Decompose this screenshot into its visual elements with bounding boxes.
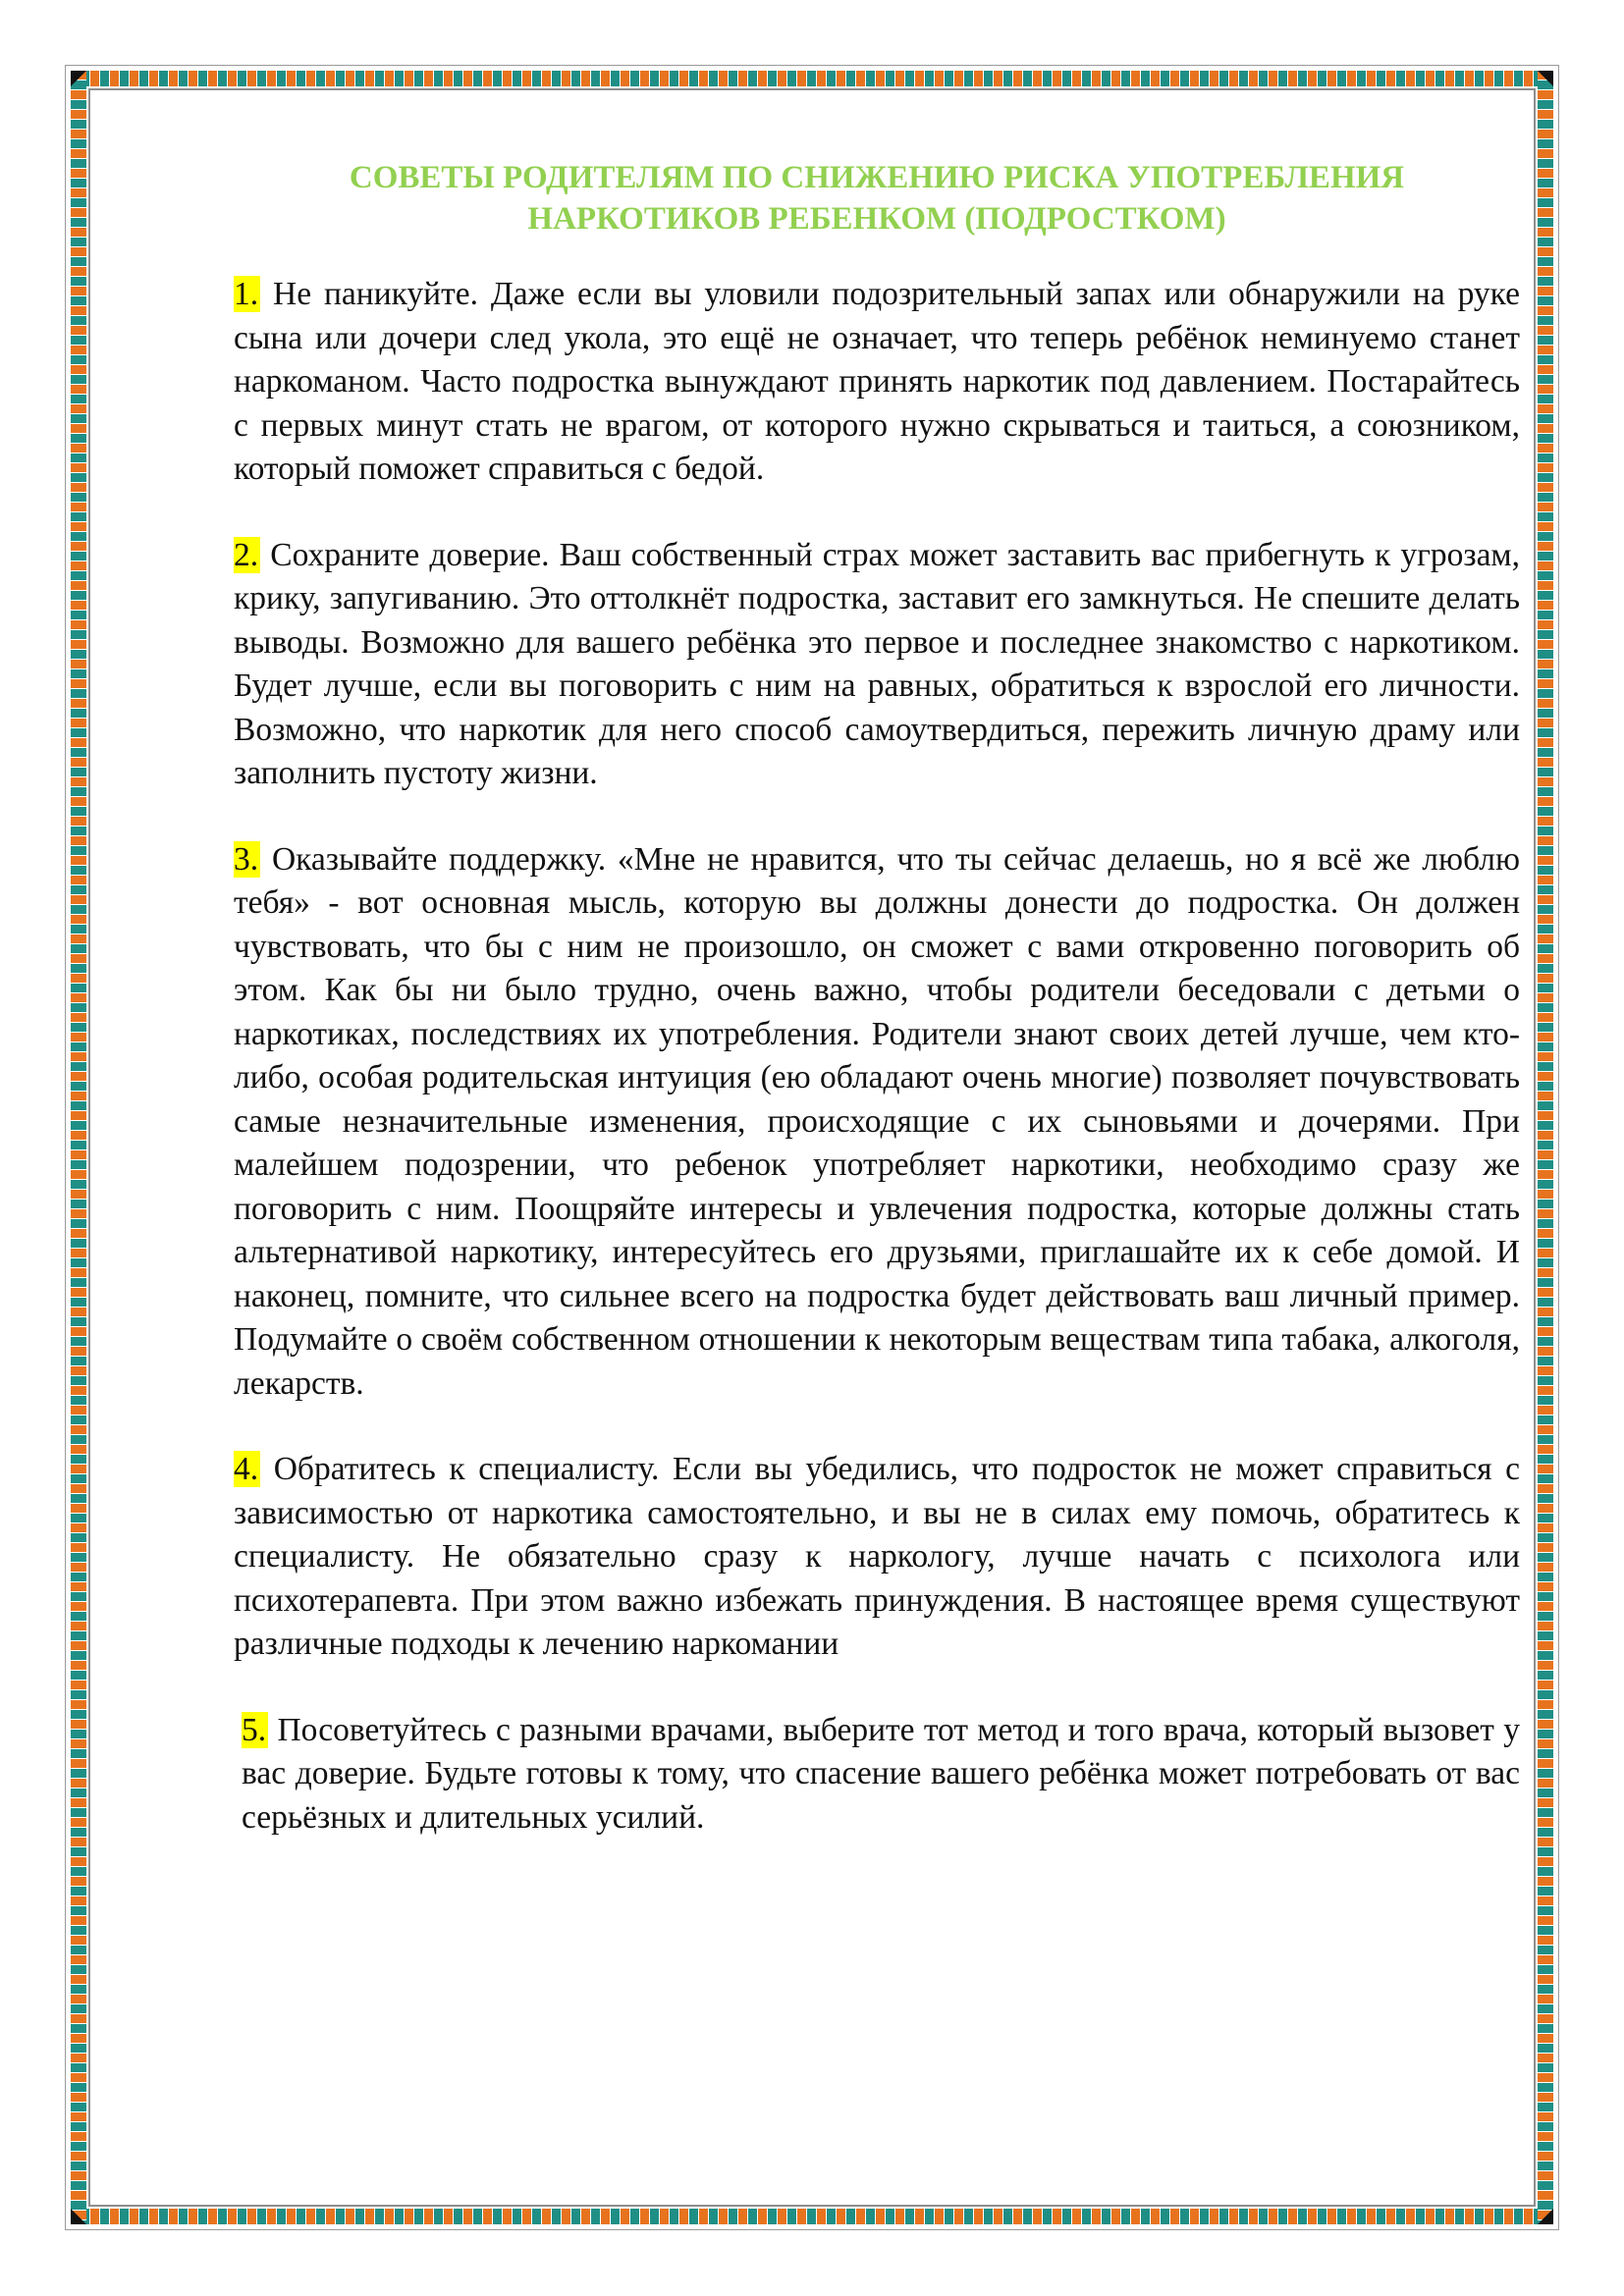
title-line-2: НАРКОТИКОВ РЕБЕНКОМ (ПОДРОСТКОМ): [527, 201, 1226, 237]
decorative-border-top: [71, 71, 1553, 86]
tip-paragraph-4: [234, 1448, 1520, 1667]
tip-text-1: Не паникуйте. Даже если вы уловили подозрительный запах или обнаружили на руке сына или дочери след укола, это ещё не означает, что теперь ребёнок неминуемо станет наркоманом. Часто подростка вынуждают принять наркотик под давлением. Постарайтесь с первых минут стать не врагом, от которого нужно скрываться и таиться, а союзником, который поможет справиться с бедой.: [234, 276, 1520, 487]
tip-paragraph-5: [234, 1709, 1520, 1841]
border-corner-top-right: [1538, 71, 1553, 86]
document-title: [234, 157, 1520, 240]
decorative-border-bottom: [71, 2209, 1553, 2224]
decorative-border-right: [1538, 71, 1553, 2224]
document-content: [234, 157, 1520, 1882]
tip-text-4: Обратитесь к специалисту. Если вы убедились, что подросток не может справиться с зависимостью от наркотика самостоятельно, и вы не в силах ему помочь, обратитесь к специалисту. Не обязательно сразу к наркологу, лучше начать с психолога или психотерапевта. При этом важно избежать принуждения. В настоящее время существуют различные подходы к лечению наркомании: [234, 1451, 1520, 1662]
tip-number-1: 1.: [234, 276, 259, 312]
tip-number-5: 5.: [242, 1711, 267, 1748]
tip-number-3: 3.: [234, 840, 259, 878]
border-corner-bottom-right: [1538, 2209, 1553, 2224]
border-corner-top-left: [71, 71, 86, 86]
tip-number-4: 4.: [234, 1451, 259, 1487]
tip-text-2: Сохраните доверие. Ваш собственный страх может заставить вас прибегнуть к угрозам, крику, запугиванию. Это оттолкнёт подростка, заставит его замкнуться. Не спешите делать выводы. Возможно для вашего ребёнка это первое и последнее знакомство с наркотиком. Будет лучше, если вы поговорить с ним на равных, обратиться к взрослой его личности. Возможно, что наркотик для него способ самоутвердиться, пережить личную драму или заполнить пустоту жизни.: [234, 536, 1521, 791]
tip-text-5: Посоветуйтесь с разными врачами, выберите тот метод и того врача, который вызовет у вас доверие. Будьте готовы к тому, что спасение вашего ребёнка может потребовать от вас серьёзных и длительных усилий.: [242, 1711, 1520, 1836]
decorative-border-left: [71, 71, 86, 2224]
tip-text-3: Оказывайте поддержку. «Мне не нравится, что ты сейчас делаешь, но я всё же люблю тебя» - вот основная мысль, которую вы должны донести до подростка. Он должен чувствовать, что бы с ним не произошло, он сможет с вами откровенно поговорить об этом. Как бы ни было трудно, очень важно, чтобы родители беседовали с детьми о наркотиках, последствиях их употребления. Родители знают своих детей лучше, чем кто-либо, особая родительская интуиция (ею обладают очень многие) позволяет почувствовать самые незначительные изменения, происходящие с их сыновьями и дочерями. При малейшем подозрении, что ребенок употребляет наркотики, необходимо сразу же поговорить с ним. Поощряйте интересы и увлечения подростка, которые должны стать альтернативой наркотику, интересуйтесь его друзьями, приглашайте их к себе домой. И наконец, помните, что сильнее всего на подростка будет действовать ваш личный пример. Подумайте о своём собственном отношении к некоторым веществам типа табака, алкоголя, лекарств.: [234, 840, 1521, 1402]
tip-paragraph-3: [234, 838, 1520, 1407]
border-corner-bottom-left: [71, 2209, 86, 2224]
tip-number-2: 2.: [234, 536, 259, 573]
title-line-1: СОВЕТЫ РОДИТЕЛЯМ ПО СНИЖЕНИЮ РИСКА УПОТРЕБЛЕНИЯ: [349, 160, 1405, 195]
tip-paragraph-1: [234, 273, 1520, 492]
tip-paragraph-2: [234, 534, 1520, 796]
